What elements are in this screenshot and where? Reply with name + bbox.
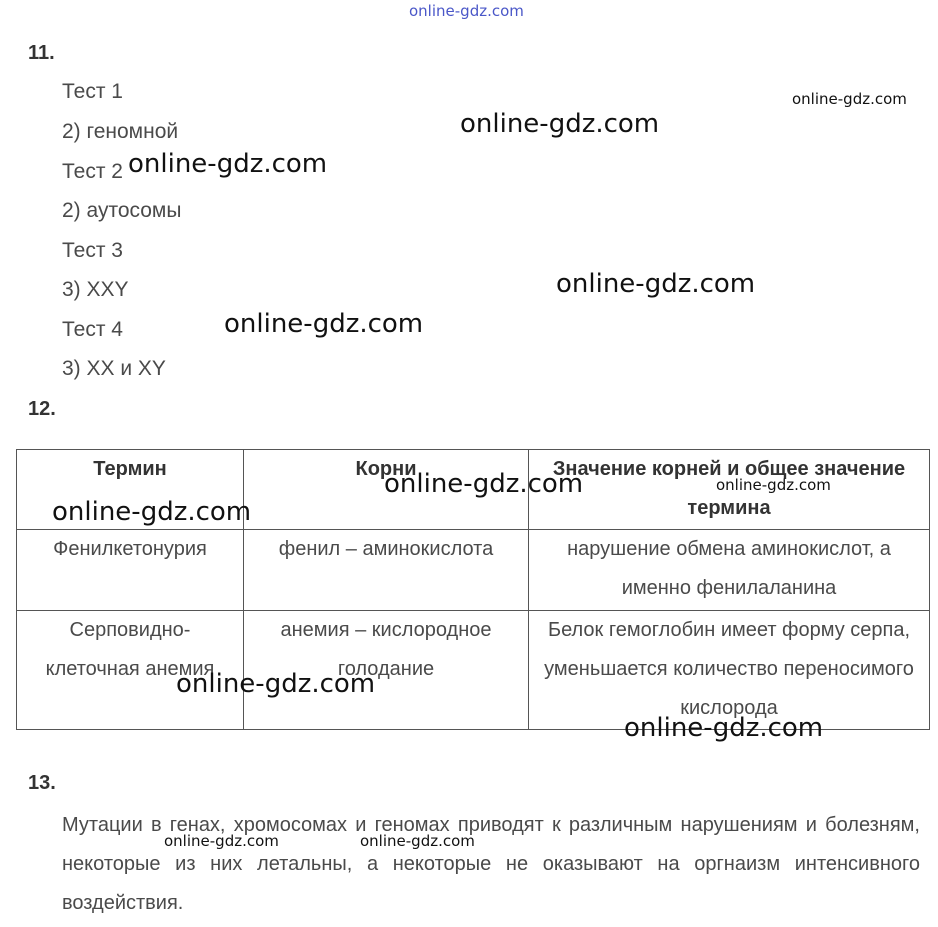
watermark: online-gdz.com [164,832,279,850]
task-12-number: 12. [28,398,56,420]
table-cell-term: Серповидно-клеточная анемия [17,611,244,730]
table-row [17,611,930,730]
task-11-line: 3) XX и XY [62,357,166,380]
table-cell-meaning: нарушение обмена аминокислот, а именно фенилаланина [529,530,930,611]
watermark: online-gdz.com [556,269,756,299]
task-11-number: 11. [28,42,55,64]
watermark: online-gdz.com [384,469,584,499]
watermark: online-gdz.com [128,149,328,179]
task-13-number: 13. [28,772,56,794]
task-11-line: Тест 4 [62,318,123,341]
table-header-meaning: Значение корней и общее значение термина [529,450,930,530]
watermark: online-gdz.com [792,90,907,108]
table-header-term: Термин [17,450,244,530]
watermark: online-gdz.com [224,309,424,339]
task-11-line: Тест 2 [62,160,123,183]
task-11-line: Тест 1 [62,80,123,103]
watermark: online-gdz.com [52,497,252,527]
header-watermark: online-gdz.com [409,2,524,20]
task-11-line: 2) геномной [62,120,179,143]
table-cell-roots: анемия – кислородное голодание [244,611,529,730]
table-row [17,530,930,611]
task-13-text: Мутации в генах, хромосомах и геномах приводят к различным нарушениям и болезням, некоторые из них летальны, а некоторые не оказывают на оргнаизм интенсивного воздействия. [62,814,920,914]
watermark: online-gdz.com [624,713,824,743]
table-cell-term: Фенилкетонурия [17,530,244,611]
watermark: online-gdz.com [176,669,376,699]
task-11-line: Тест 3 [62,239,123,262]
table-cell-roots: фенил – аминокислота [244,530,529,611]
table-header-roots: Корни [244,450,529,530]
watermark: online-gdz.com [716,476,831,494]
task-11-line: 3) XXY [62,278,129,301]
watermark: online-gdz.com [360,832,475,850]
watermark: online-gdz.com [460,109,660,139]
task-11-line: 2) аутосомы [62,199,182,222]
table-cell-meaning: Белок гемоглобин имеет форму серпа, уменьшается количество переносимого кислорода [529,611,930,730]
